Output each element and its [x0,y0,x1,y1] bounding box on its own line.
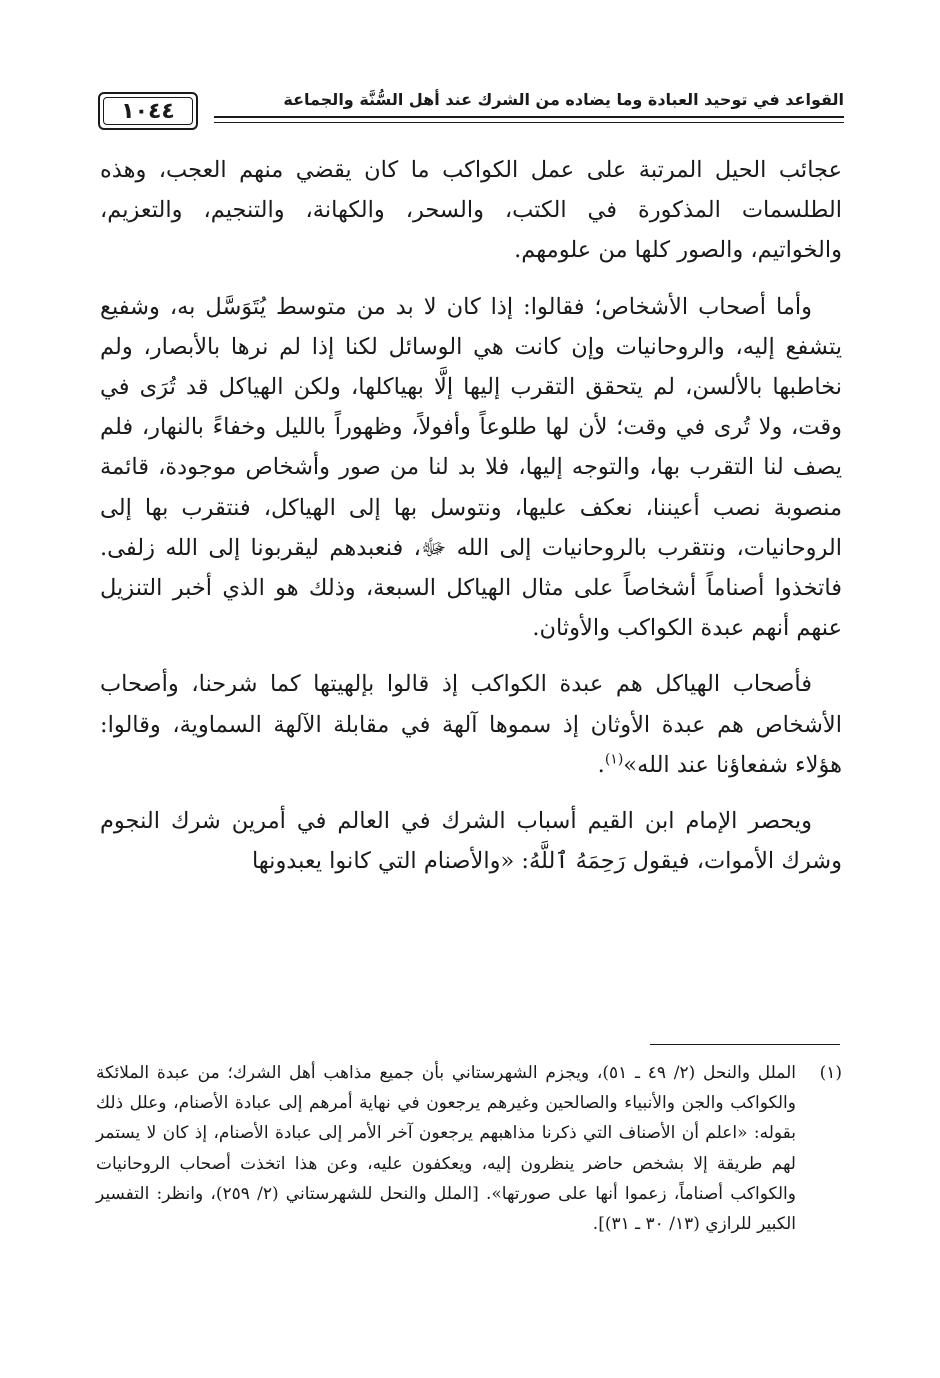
footnote-text: الملل والنحل (٢/ ٤٩ ـ ٥١)، ويجزم الشهرستاني بأن جميع مذاهب أهل الشرك؛ من عبدة الملائكة والكواكب والجن والأنبياء والصالحين وغيرهم يرجعون في نهاية أمرهم إلى عبادة الأصنام، وعلل ذلك بقوله: «اعلم أن الأصناف التي ذكرنا مذاهبهم يرجعون آخر الأمر إلى عبادة الأصنام، إذ كان لا يستمر لهم طريقة إلا بشخص حاضر ينظرون إليه، ويعكفون عليه، وعن هذا اتخذت أصحاب الروحانيات والكواكب أصناماً، زعموا أنها على صورتها». [الملل والنحل للشهرستاني (٢/ ٢٥٩)، وانظر: التفسير الكبير للرازي (١٣/ ٣٠ ـ ٣١)]. [96,1063,796,1235]
paragraph-1: عجائب الحيل المرتبة على عمل الكواكب ما كان يقضي منهم العجب، وهذه الطلسمات المذكورة في الكتب، والسحر، والكهانة، والتنجيم، والتعزيم، والخواتيم، والصور كلها من علومهم. [100,157,842,264]
header-rule-bottom [214,122,844,123]
footnote-reference[interactable]: (١) [604,751,624,768]
footnotes [96,1058,842,1239]
paragraph-3-tail: . [597,751,605,778]
main-text [100,150,842,897]
page-number-label: ١٠٤٤ [121,98,175,124]
paragraph-3-text: فأصحاب الهياكل هم عبدة الكواكب إذ قالوا بإلهيتها كما شرحنا، وأصحاب الأشخاص هم عبدة الأوثان إذ سموها آلهة في مقابلة الآلهة السماوية، وقالوا: هؤلاء شفعاؤنا عند الله» [100,671,842,778]
footnote-marker: (١) [819,1063,842,1083]
footnote-item [96,1058,842,1239]
paragraph-2: وأما أصحاب الأشخاص؛ فقالوا: إذا كان لا بد من متوسط يُتَوَسَّل به، وشفيع يتشفع إليه، والروحانيات وإن كانت هي الوسائل لكنا إذا لم نرها بالأبصار، ولم نخاطبها بالألسن، لم يتحقق التقرب إليها إلَّا بهياكلها، ولكن الهياكل قد تُرَى في وقت، ولا تُرى في وقت؛ لأن لها طلوعاً وأفولاً، وظهوراً بالليل وخفاءً بالنهار، فلم يصف لنا التقرب بها، والتوجه إليها، فلا بد لنا من صور وأشخاص موجودة، قائمة منصوبة نصب أعيننا، نعكف عليها، ونتوسل بها إلى الهياكل، فنتقرب بها إلى الروحانيات، ونتقرب بالروحانيات إلى الله ﷻ، فنعبدهم ليقربونا إلى الله زلفى. فاتخذوا أصناماً أشخاصاً على مثال الهياكل السبعة، وذلك هو الذي أخبر التنزيل عنهم أنهم عبدة الكواكب والأوثان. [100,293,842,642]
paragraph-3 [100,664,842,785]
header-rule-top [214,116,844,118]
paragraph-4: ويحصر الإمام ابن القيم أسباب الشرك في العالم في أمرين شرك النجوم وشرك الأموات، فيقول رَحِمَهُ ٱللَّهُ: «والأصنام التي كانوا يعبدونها [100,808,842,875]
page-number [98,92,198,130]
footnote-separator [650,1044,840,1045]
running-title: القواعد في توحيد العبادة وما يضاده من الشرك عند أهل السُّنَّة والجماعة [283,90,844,109]
page-header [96,84,844,140]
